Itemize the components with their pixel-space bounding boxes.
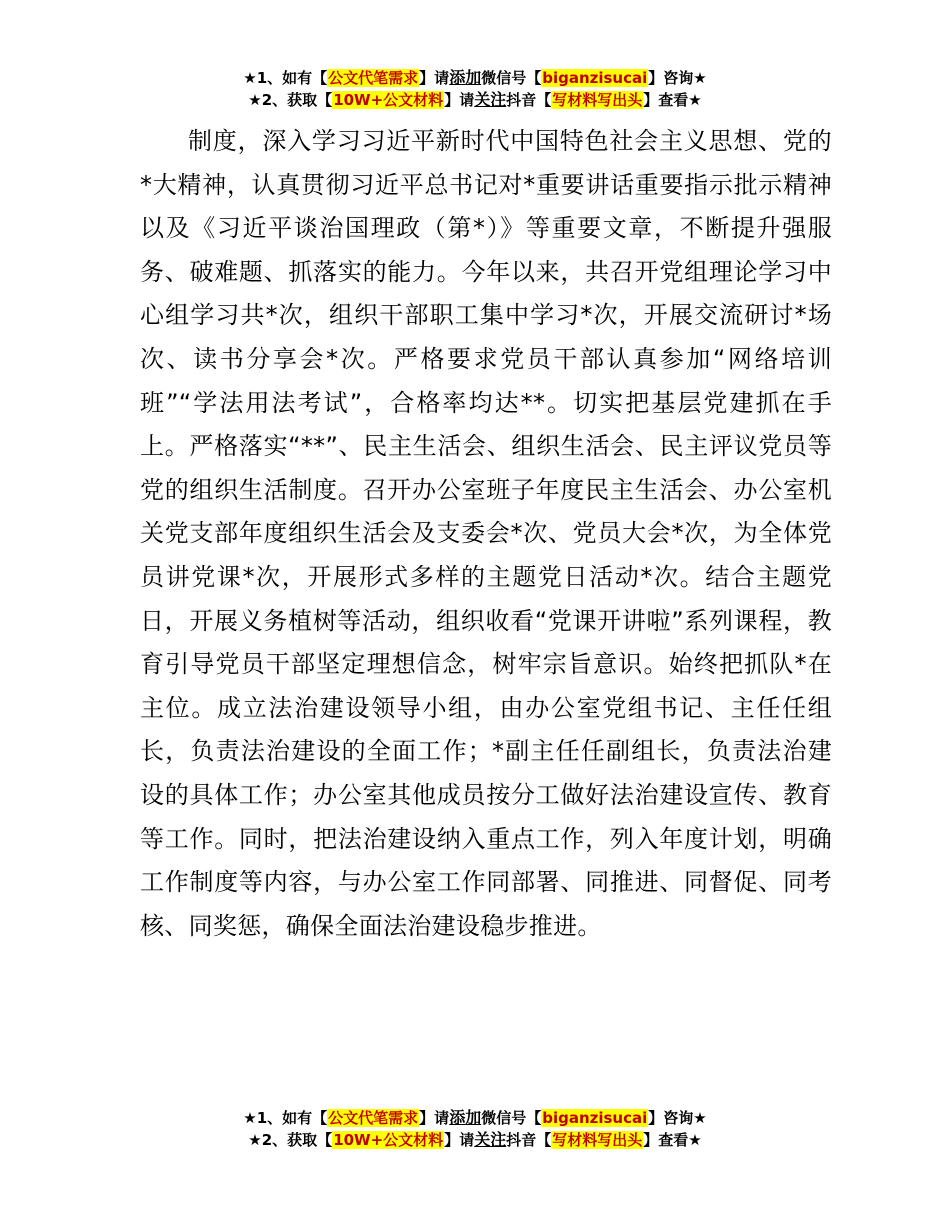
- banner-highlight: 公文代笔需求: [328, 1109, 419, 1127]
- banner-text: 】咨询★: [648, 1109, 707, 1127]
- banner-text: 】咨询★: [648, 69, 707, 87]
- banner-line-1: [0, 67, 950, 89]
- banner-emphasis: 添加: [449, 68, 482, 87]
- banner-text: ★1、如有【: [243, 1109, 328, 1127]
- banner-text: 】请: [444, 91, 475, 109]
- banner-emphasis: 关注: [474, 1130, 507, 1149]
- banner-highlight: 写材料写出头: [552, 1131, 643, 1149]
- banner-text: 】请: [444, 1131, 475, 1149]
- banner-text: ★2、获取【: [248, 91, 333, 109]
- banner-highlight: biganzisucai: [542, 69, 648, 87]
- banner-highlight: 10W+公文材料: [333, 91, 444, 109]
- banner-emphasis: 添加: [449, 1108, 482, 1127]
- banner-highlight: 公文代笔需求: [328, 69, 419, 87]
- banner-text: 】请: [419, 69, 450, 87]
- footer-banner: [0, 1107, 950, 1151]
- banner-text: 抖音【: [506, 91, 552, 109]
- banner-highlight: biganzisucai: [542, 1109, 648, 1127]
- banner-text: ★1、如有【: [243, 69, 328, 87]
- banner-line-2: [0, 1129, 950, 1151]
- banner-highlight: 写材料写出头: [552, 91, 643, 109]
- banner-text: 微信号【: [481, 69, 542, 87]
- banner-text: ★2、获取【: [248, 1131, 333, 1149]
- banner-text: 】查看★: [643, 1131, 702, 1149]
- banner-highlight: 10W+公文材料: [333, 1131, 444, 1149]
- header-banner: [0, 67, 950, 111]
- banner-text: 抖音【: [506, 1131, 552, 1149]
- banner-text: 】请: [419, 1109, 450, 1127]
- banner-emphasis: 关注: [474, 90, 507, 109]
- banner-text: 】查看★: [643, 91, 702, 109]
- banner-line-1: [0, 1107, 950, 1129]
- body-paragraph: 制度，深入学习习近平新时代中国特色社会主义思想、党的*大精神，认真贯彻习近平总书记对*重要讲话重要指示批示精神以及《习近平谈治国理政（第*）》等重要文章，不断提升强服务、破难题、抓落实的能力。今年以来，共召开党组理论学习中心组学习共*次，组织干部职工集中学习*次，开展交流研讨*场次、读书分享会*次。严格要求党员干部认真参加“网络培训班”“学法用法考试”，合格率均达**。切实把基层党建抓在手上。严格落实“**”、民主生活会、组织生活会、民主评议党员等党的组织生活制度。召开办公室班子年度民主生活会、办公室机关党支部年度组织生活会及支委会*次、党员大会*次，为全体党员讲党课*次，开展形式多样的主题党日活动*次。结合主题党日，开展义务植树等活动，组织收看“党课开讲啦”系列课程，教育引导党员干部坚定理想信念，树牢宗旨意识。始终把抓队*在主位。成立法治建设领导小组，由办公室党组书记、主任任组长，负责法治建设的全面工作；*副主任任副组长，负责法治建设的具体工作；办公室其他成员按分工做好法治建设宣传、教育等工作。同时，把法治建设纳入重点工作，列入年度计划，明确工作制度等内容，与办公室工作同部署、同推进、同督促、同考核、同奖惩，确保全面法治建设稳步推进。: [140, 127, 832, 940]
- banner-line-2: [0, 89, 950, 111]
- banner-text: 微信号【: [481, 1109, 542, 1127]
